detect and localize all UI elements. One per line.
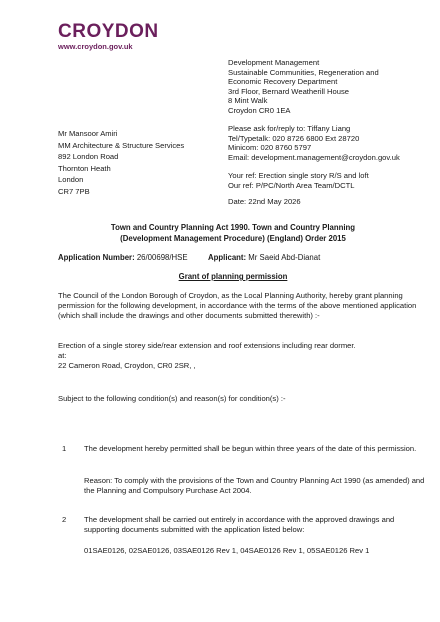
recipient-line: Thornton Heath [58,163,111,173]
application-number [58,253,188,262]
sender-address [228,58,379,116]
council-logo: CROYDON [58,21,159,42]
applicant-label: Applicant: [208,253,247,262]
act-line: Town and Country Planning Act 1990. Town and Country Planning [110,223,356,232]
contact-details [228,124,400,162]
approved-drawings: 01SAE0126, 02SAE0126, 03SAE0126 Rev 1, 04SAE0126 Rev 1, 05SAE0126 Rev 1 [84,546,370,555]
sender-line: Development Management [228,58,320,67]
act-line: (Development Management Procedure) (England) Order 2015 [120,233,346,243]
act-heading [58,223,408,244]
development-text: Erection of a single storey side/rear extension and roof extensions including rear dormer. [58,341,356,350]
our-reference: Our ref: P/PC/North Area Team/DCTL [228,180,355,190]
sender-line: Economic Recovery Department [228,77,338,87]
conditions-intro: Subject to the following condition(s) and reason(s) for condition(s) :- [58,394,286,403]
condition-reason: Reason: To comply with the provisions of the Town and Country Planning Act 1990 (as amended) and the Planning and Compulsory Purchase Act 2004. [84,476,425,495]
letter-date: Date: 22nd May 2026 [228,197,301,206]
sender-line: 8 Mint Walk [228,96,268,106]
sender-line: Sustainable Communities, Regeneration and [228,67,379,77]
site-address: 22 Cameron Road, Croydon, CR0 2SR, , [58,361,196,370]
condition-number: 2 [62,515,67,524]
contact-line: Minicom: 020 8760 5797 [228,143,312,153]
contact-line: Email: development.management@croydon.gov.uk [228,152,400,162]
condition-number: 1 [62,444,67,453]
sender-line: Croydon CR0 1EA [228,105,291,115]
recipient-line: Mr Mansoor Amiri [58,129,118,138]
applicant-value: Mr Saeid Abd-Dianat [248,253,321,262]
recipient-line: London [58,175,84,184]
contact-line: Tel/Typetalk: 020 8726 6800 Ext 28720 [228,133,360,143]
development-description [58,341,428,371]
recipient-address [58,128,184,197]
council-website: www.croydon.gov.uk [58,42,133,51]
your-reference: Your ref: Erection single story R/S and loft [228,171,369,180]
condition-text: The development hereby permitted shall be begun within three years of the date of this permission. [84,444,417,453]
sender-line: 3rd Floor, Bernard Weatherill House [228,86,349,96]
recipient-line: CR7 7PB [58,186,90,196]
condition-text: The development shall be carried out entirely in accordance with the approved drawings and supporting documents submitted with the application listed below: [84,515,395,534]
at-label: at: [58,351,67,360]
references [228,171,369,190]
grant-title: Grant of planning permission [178,272,288,281]
grant-paragraph: The Council of the London Borough of Croydon, as the Local Planning Authority, hereby grant planning permission for the following development, in accordance with the terms of the above mentioned application (which shall include the drawings and other documents submitted therewith) :- [58,291,417,320]
applicant [208,253,320,262]
application-number-label: Application Number: [58,253,135,262]
application-number-value: 26/00698/HSE [136,253,188,262]
recipient-line: MM Architecture & Structure Services [58,140,185,150]
recipient-line: 892 London Road [58,152,119,161]
contact-line: Please ask for/reply to: Tiffany Liang [228,124,351,133]
